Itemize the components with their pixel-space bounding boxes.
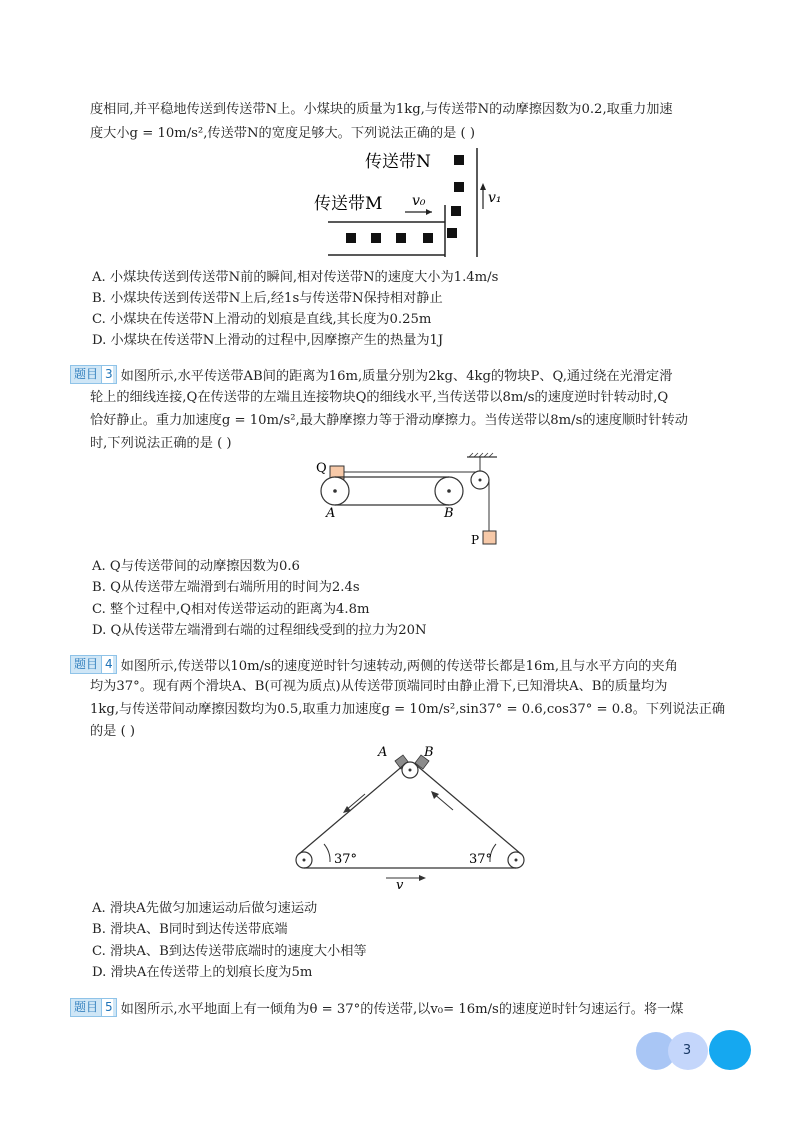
q2-line-1: 度相同,并平稳地传送到传送带N上。小煤块的质量为1kg,与传送带N的动摩擦因数为0.2,取重力加速 <box>90 102 673 117</box>
q4-option-b[interactable]: B. 滑块A、B同时到达传送带底端 <box>92 922 288 937</box>
q3-line-1: 如图所示,水平传送带AB间的距离为16m,质量分别为2kg、4kg的物块P、Q,通过绕在光滑定滑 <box>120 369 673 384</box>
q4-option-c[interactable]: C. 滑块A、B到达传送带底端时的速度大小相等 <box>92 944 367 959</box>
q2-line-2: 度大小g = 10m/s²,传送带N的宽度足够大。下列说法正确的是 ( ) <box>90 126 475 141</box>
q3-header <box>70 365 672 384</box>
label-v: v <box>396 878 404 893</box>
q3-option-b[interactable]: B. Q从传送带左端滑到右端所用的时间为2.4s <box>92 580 360 595</box>
q2-option-a[interactable]: A. 小煤块传送到传送带N前的瞬间,相对传送带N的速度大小为1.4m/s <box>92 270 499 285</box>
q3-line-4: 时,下列说法正确的是 ( ) <box>90 436 232 451</box>
q4-line-4: 的是 ( ) <box>90 724 136 739</box>
q4-badge: 题目 4 <box>70 655 117 674</box>
q3-line-2: 轮上的细线连接,Q在传送带的左端且连接物块Q的细线水平,当传送带以8m/s的速度逆时针转动时,Q <box>90 390 669 405</box>
q3-option-d[interactable]: D. Q从传送带左端滑到右端的过程细线受到的拉力为20N <box>92 623 427 638</box>
q2-figure-conveyors <box>300 145 500 260</box>
label-angle-left: 37° <box>334 852 358 867</box>
label-belt-m: 传送带M <box>314 194 383 214</box>
label-p: P <box>471 533 480 547</box>
q4-line-3: 1kg,与传送带间动摩擦因数均为0.5,取重力加速度g = 10m/s²,sin37° = 0.6,cos37° = 0.8。下列说法正确 <box>90 702 726 717</box>
label-b: B <box>444 506 454 521</box>
q3-line-3: 恰好静止。重力加速度g = 10m/s²,最大静摩擦力等于滑动摩擦力。当传送带以8m/s的速度顺时针转动 <box>90 413 688 428</box>
q3-badge: 题目 3 <box>70 365 117 384</box>
q3-option-a[interactable]: A. Q与传送带间的动摩擦因数为0.6 <box>92 559 300 574</box>
label-a: A <box>326 506 336 521</box>
q3-figure-belt-pulley <box>312 452 512 552</box>
label-belt-n: 传送带N <box>365 152 431 172</box>
page-circle-right <box>709 1030 751 1070</box>
page-number: 3 <box>682 1043 692 1058</box>
q4-option-a[interactable]: A. 滑块A先做匀加速运动后做匀速运动 <box>92 901 318 916</box>
q5-badge: 题目 5 <box>70 998 117 1017</box>
label-angle-right: 37° <box>469 852 493 867</box>
q2-option-d[interactable]: D. 小煤块在传送带N上滑动的过程中,因摩擦产生的热量为1J <box>92 333 444 348</box>
q4-option-d[interactable]: D. 滑块A在传送带上的划痕长度为5m <box>92 965 313 980</box>
label-a: A <box>378 745 388 760</box>
q2-option-c[interactable]: C. 小煤块在传送带N上滑动的划痕是直线,其长度为0.25m <box>92 312 432 327</box>
q5-header <box>70 998 683 1017</box>
q4-line-1: 如图所示,传送带以10m/s的速度逆时针匀速转动,两侧的传送带长都是16m,且与水平方向的夹角 <box>120 659 678 674</box>
q4-line-2: 均为37°。现有两个滑块A、B(可视为质点)从传送带顶端同时由静止滑下,已知滑块A、B的质量均为 <box>90 679 668 694</box>
q5-line-1: 如图所示,水平地面上有一倾角为θ = 37°的传送带,以v₀= 16m/s的速度逆时针匀速运行。将一煤 <box>120 1002 684 1017</box>
q3-option-c[interactable]: C. 整个过程中,Q相对传送带运动的距离为4.8m <box>92 602 370 617</box>
q4-header <box>70 655 678 674</box>
label-b: B <box>424 745 434 760</box>
label-v0: v₀ <box>412 193 426 209</box>
q2-option-b[interactable]: B. 小煤块传送到传送带N上后,经1s与传送带N保持相对静止 <box>92 291 443 306</box>
label-q: Q <box>316 461 327 476</box>
label-v1: v₁ <box>488 190 502 206</box>
q4-figure-inclined-belts <box>290 740 530 893</box>
